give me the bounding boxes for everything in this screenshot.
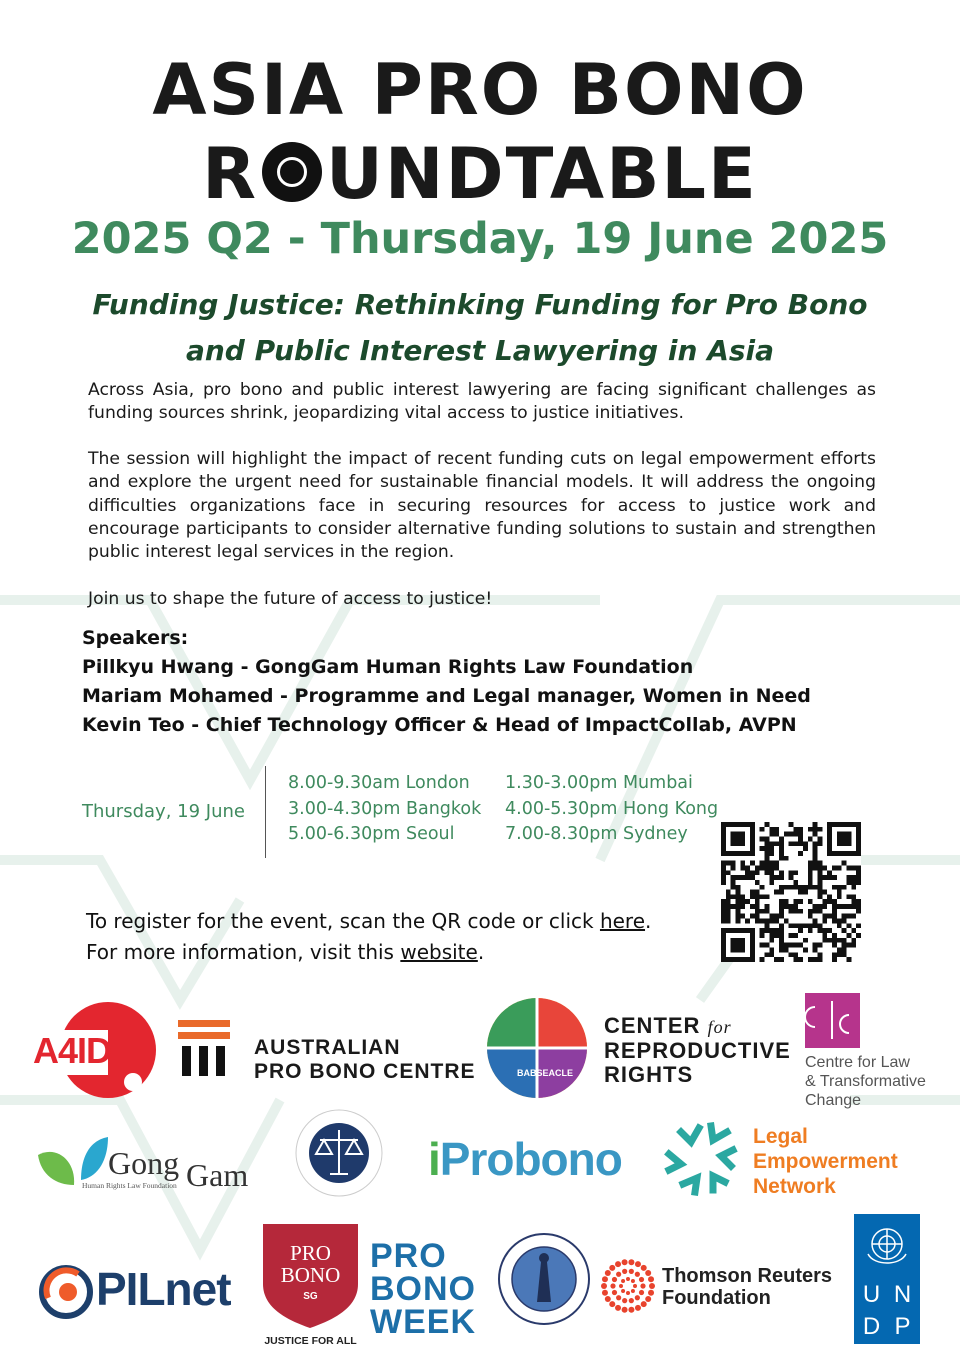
pilnet-logo: [38, 1262, 258, 1322]
register-link[interactable]: here: [599, 909, 646, 933]
undp-letter: N: [893, 1281, 912, 1308]
ibj-logo: [294, 1108, 384, 1198]
event-title-line1: ASIA PRO BONO: [152, 49, 808, 131]
apbc-logo-text: [254, 1036, 476, 1084]
babseacle-text: BABSEACLE: [517, 1068, 574, 1078]
speaker-item: Pillkyu Hwang - GongGam Human Rights Law Foundation: [82, 656, 694, 678]
schedule-date: Thursday, 19 June: [82, 801, 245, 822]
undp-logo: [854, 1214, 920, 1344]
schedule-divider: [265, 766, 266, 858]
iprobono-logo: iProbono: [428, 1133, 622, 1185]
schedule-time: 8.00-9.30am London: [288, 773, 470, 793]
schedule-time: 7.00-8.30pm Sydney: [505, 824, 688, 844]
subtitle-line1: Funding Justice: Rethinking Funding for Pro Bono: [92, 288, 868, 321]
apbc-line1: AUSTRALIAN: [254, 1036, 401, 1059]
info-line: For more information, visit this website.: [86, 940, 485, 964]
title-rest: UNDTABLE: [326, 133, 758, 215]
a4id-logo: [33, 1000, 158, 1100]
join-paragraph: Join us to shape the future of access to justice!: [88, 589, 493, 609]
speaker-item: Mariam Mohamed - Programme and Legal manager, Women in Need: [82, 685, 811, 707]
probono-sg-tagline: JUSTICE FOR ALL: [264, 1335, 357, 1347]
speaker-item: Kevin Teo - Chief Technology Officer & Head of ImpactCollab, AVPN: [82, 714, 797, 736]
gonggam-logo: [36, 1135, 266, 1195]
website-link[interactable]: website: [400, 940, 478, 964]
event-title-line2: [0, 134, 960, 214]
babseacle-logo: [487, 998, 587, 1098]
session-subtitle: [60, 282, 900, 374]
schedule-time: 3.00-4.30pm Bangkok: [288, 798, 482, 819]
gonggam-text-1: Gong: [108, 1145, 180, 1181]
gonggam-text-2: Gam: [186, 1157, 249, 1193]
len-emblem-icon: [661, 1120, 741, 1198]
a4id-text: A4ID: [33, 1030, 112, 1071]
pilnet-text: PILnet: [96, 1263, 231, 1315]
undp-letter: D: [862, 1313, 881, 1340]
speakers-block: [82, 624, 902, 740]
event-date: 2025 Q2 - Thursday, 19 June 2025: [71, 214, 889, 264]
undp-letter: P: [894, 1313, 911, 1340]
len-logo-text: Legal Empowerment Network: [753, 1125, 898, 1198]
ibj-text: [294, 1108, 384, 1198]
roundtable-o-icon: [262, 142, 322, 202]
apbc-line2: PRO BONO CENTRE: [254, 1060, 476, 1083]
speakers-heading: Speakers:: [82, 627, 189, 649]
apbc-emblem-icon: [178, 1020, 230, 1078]
schedule-time: 1.30-3.00pm Mumbai: [505, 773, 693, 793]
session-paragraph: The session will highlight the impact of recent funding cuts on legal empowerment efforts and explore the urgent need for sustainable financial models. It will address the ongoing difficulties organizations face in securing resources for access to justice work and encourage participants to consider alternative funding solutions to sustain and strengthen public interest legal services in the region.: [88, 449, 876, 563]
schedule-column-2: [505, 771, 718, 848]
schedule-time: 5.00-6.30pm Seoul: [288, 824, 455, 844]
gonggam-sub: Human Rights Law Foundation: [82, 1181, 177, 1190]
cltc-emblem-icon: [805, 993, 860, 1048]
intro-paragraph: Across Asia, pro bono and public interest lawyering are facing significant challenges as funding sources shrink, jeopardizing vital access to justice initiatives.: [88, 380, 876, 424]
probono-sg-logo: PRO BONO SG JUSTICE FOR ALL: [263, 1224, 358, 1348]
register-block: [86, 906, 651, 968]
undp-letter: U: [862, 1281, 881, 1308]
title-letter-r: R: [202, 133, 259, 215]
trf-logo-text: Thomson Reuters Foundation: [662, 1265, 833, 1309]
trf-emblem-icon: [600, 1258, 656, 1314]
crr-logo-text: CENTER for REPRODUCTIVE RIGHTS: [604, 1013, 791, 1087]
cltc-logo-text: Centre for Law & Transformative Change: [805, 1054, 926, 1109]
registration-qr-code[interactable]: [721, 822, 861, 962]
register-line: To register for the event, scan the QR code or click here.: [86, 909, 652, 933]
schedule-column-1: [288, 771, 481, 848]
probono-week-logo: PRO BONO WEEK: [370, 1237, 476, 1341]
gpbba-logo: [497, 1232, 591, 1326]
subtitle-line2: and Public Interest Lawyering in Asia: [185, 334, 775, 367]
schedule-time: 4.00-5.30pm Hong Kong: [505, 798, 719, 819]
